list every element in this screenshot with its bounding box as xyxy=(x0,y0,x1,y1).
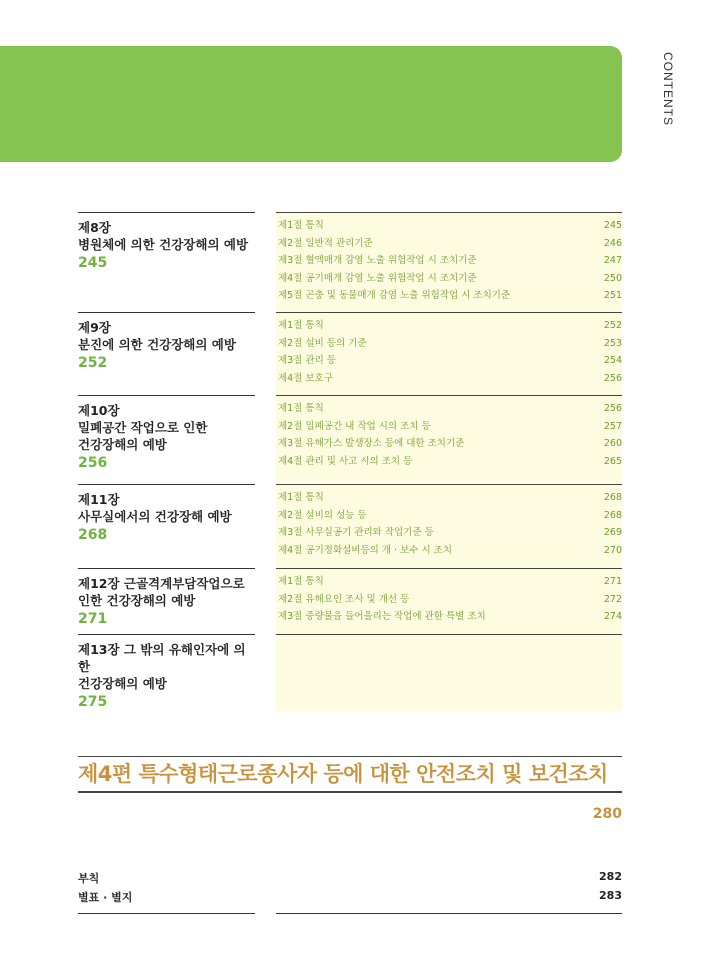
chapter-10[interactable] xyxy=(78,395,255,472)
sections-chapter-11 xyxy=(276,484,622,569)
sections-chapter-12 xyxy=(276,568,622,635)
section-item[interactable]: 제1절 통칙 252 xyxy=(278,320,622,331)
section-item[interactable]: 제4절 공기정화설비등의 개 · 보수 시 조치 270 xyxy=(278,544,622,556)
section-item[interactable]: 제1절 통칙 256 xyxy=(278,403,622,414)
chapter-page: 245 xyxy=(78,255,108,271)
appendix-item[interactable] xyxy=(78,870,622,886)
section-item[interactable]: 제2절 밀폐공간 내 작업 시의 조치 등 257 xyxy=(278,420,622,432)
section-item[interactable]: 제1절 통칙 268 xyxy=(278,492,622,503)
appendix-page: 282 xyxy=(599,870,622,883)
chapter-page: 256 xyxy=(78,455,108,471)
chapter-title: 제11장 사무실에서의 건강장해 예방 xyxy=(78,492,232,524)
section-item[interactable]: 제2절 유해요인 조사 및 개선 등 272 xyxy=(278,593,622,605)
footer-rule-right xyxy=(276,913,622,914)
section-item[interactable]: 제3절 사무실공기 관리와 작업기준 등 269 xyxy=(278,527,622,538)
chapter-13[interactable] xyxy=(78,634,255,711)
appendix-name: 별표 · 별지 xyxy=(78,891,133,904)
chapter-page: 271 xyxy=(78,611,108,627)
section-item[interactable]: 제2절 일반적 관리기준 246 xyxy=(278,237,622,249)
section-item[interactable]: 제3절 관리 등 254 xyxy=(278,355,622,366)
chapter-title: 제13장 그 밖의 유해인자에 의한 건강장해의 예방 xyxy=(78,642,246,691)
section-item[interactable]: 제3절 혈액매개 감염 노출 위험작업 시 조치기준 247 xyxy=(278,255,622,266)
appendix-name: 부칙 xyxy=(78,872,100,885)
chapter-9[interactable] xyxy=(78,312,255,372)
chapter-11[interactable] xyxy=(78,484,255,544)
section-item[interactable]: 제1절 통칙 245 xyxy=(278,220,622,231)
chapter-title: 제10장 밀폐공간 작업으로 인한 건강장해의 예방 xyxy=(78,403,208,452)
section-item[interactable]: 제3절 유해가스 발생장소 등에 대한 조치기준 260 xyxy=(278,438,622,449)
section-item[interactable]: 제1절 통칙 271 xyxy=(278,576,622,587)
section-item[interactable]: 제4절 관리 및 사고 시의 조치 등 265 xyxy=(278,455,622,467)
appendix-item[interactable] xyxy=(78,889,622,905)
footer-rule-left xyxy=(78,913,255,914)
section-item[interactable]: 제2절 설비의 성능 등 268 xyxy=(278,509,622,521)
header-band xyxy=(0,46,622,162)
chapter-page: 268 xyxy=(78,527,108,543)
section-item[interactable]: 제4절 공기매개 감염 노출 위험작업 시 조치기준 250 xyxy=(278,272,622,284)
chapter-title: 제12장 근골격계부담작업으로 인한 건강장해의 예방 xyxy=(78,576,245,608)
section-item[interactable]: 제5절 곤충 및 동물매개 감염 노출 위험작업 시 조치기준 251 xyxy=(278,290,622,301)
sections-chapter-13 xyxy=(276,634,622,711)
chapter-8[interactable] xyxy=(78,212,255,272)
sections-chapter-10 xyxy=(276,395,622,483)
appendix-page: 283 xyxy=(599,889,622,902)
sections-chapter-8 xyxy=(276,212,622,312)
part-page: 280 xyxy=(592,806,622,822)
chapter-title: 제9장 분진에 의한 건강장해의 예방 xyxy=(78,320,236,352)
chapter-page: 275 xyxy=(78,694,108,710)
chapter-12[interactable] xyxy=(78,568,255,628)
side-label: CONTENTS xyxy=(661,52,675,126)
chapter-title: 제8장 병원체에 의한 건강장해의 예방 xyxy=(78,220,249,252)
part-title[interactable]: 제4편 특수형태근로종사자 등에 대한 안전조치 및 보건조치 xyxy=(78,756,622,793)
section-item[interactable]: 제4절 보호구 256 xyxy=(278,372,622,384)
section-item[interactable]: 제2절 설비 등의 기준 253 xyxy=(278,337,622,349)
section-item[interactable]: 제3절 중량물을 들어올리는 작업에 관한 특별 조치 274 xyxy=(278,611,622,622)
chapter-page: 252 xyxy=(78,355,108,371)
sections-chapter-9 xyxy=(276,312,622,395)
